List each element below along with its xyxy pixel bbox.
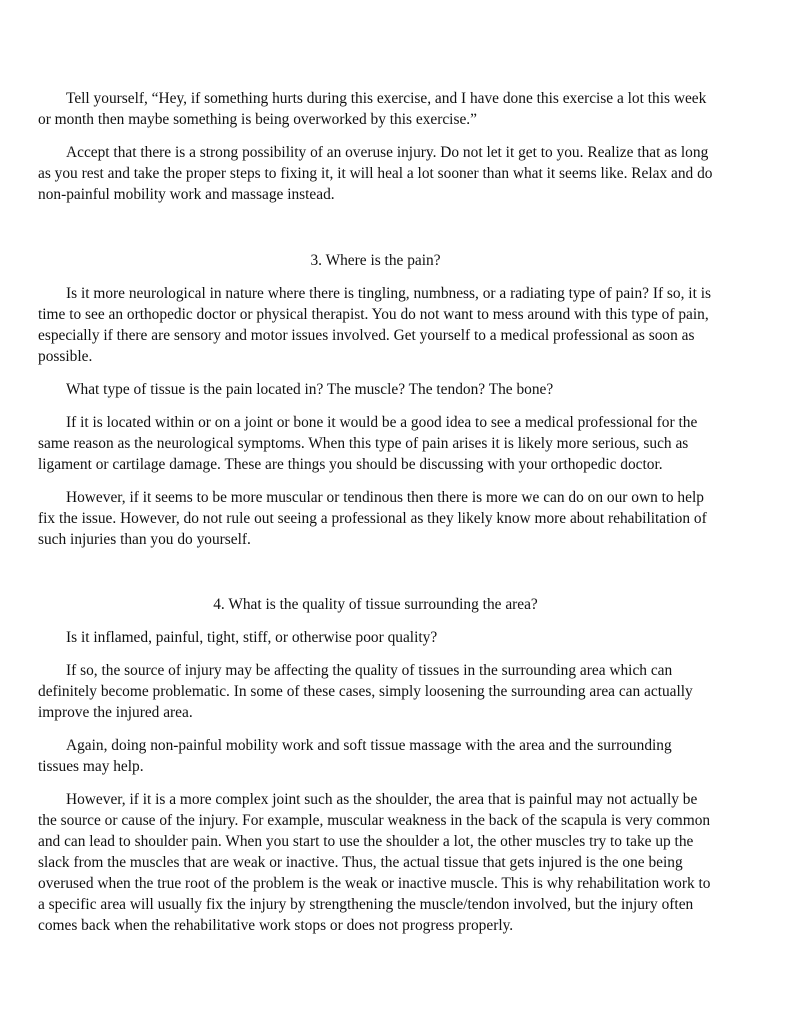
- section-spacer: [38, 562, 713, 594]
- document-page: [38, 88, 713, 948]
- section-4-heading: 4. What is the quality of tissue surrounding the area?: [213, 596, 538, 613]
- section-3-paragraph-4: However, if it seems to be more muscular or tendinous then there is more we can do on our own to help fix the issue. However, do not rule out seeing a professional as they likely know more about rehabilitation of such injuries than you do yourself.: [38, 489, 707, 548]
- section-4-paragraph-2: If so, the source of injury may be affecting the quality of tissues in the surrounding area which can definitely become problematic. In some of these cases, simply loosening the surrounding area can actually improve the injured area.: [38, 662, 693, 721]
- section-4-paragraph-3: Again, doing non-painful mobility work and soft tissue massage with the area and the surrounding tissues may help.: [38, 737, 672, 775]
- intro-paragraph-2: Accept that there is a strong possibility of an overuse injury. Do not let it get to you. Realize that as long as you rest and take the proper steps to fixing it, it will heal a lot sooner than what it seems like. Relax and do non-painful mobility work and massage instead.: [38, 144, 713, 203]
- section-3-heading: 3. Where is the pain?: [310, 252, 441, 269]
- intro-paragraph-1: Tell yourself, “Hey, if something hurts during this exercise, and I have done this exercise a lot this week or month then maybe something is being overworked by this exercise.”: [38, 90, 707, 128]
- section-4-paragraph-4: However, if it is a more complex joint such as the shoulder, the area that is painful may not actually be the source or cause of the injury. For example, muscular weakness in the back of the scapula is very common and can lead to shoulder pain. When you start to use the shoulder a lot, the other muscles try to take up the slack from the muscles that are weak or inactive. Thus, the actual tissue that gets injured is the one being overused when the true root of the problem is the weak or inactive muscle. This is why rehabilitation work to a specific area will usually fix the injury by strengthening the muscle/tendon involved, but the injury often comes back when the rehabilitative work stops or does not progress properly.: [38, 791, 711, 934]
- section-3-paragraph-2: What type of tissue is the pain located in? The muscle? The tendon? The bone?: [66, 381, 554, 398]
- section-3-paragraph-1: Is it more neurological in nature where there is tingling, numbness, or a radiating type of pain? If so, it is time to see an orthopedic doctor or physical therapist. You do not want to mess around with this type of pain, especially if there are sensory and motor issues involved. Get yourself to a medical professional as soon as possible.: [38, 285, 711, 365]
- section-3-paragraph-3: If it is located within or on a joint or bone it would be a good idea to see a medical professional for the same reason as the neurological symptoms. When this type of pain arises it is likely more serious, such as ligament or cartilage damage. These are things you should be discussing with your orthopedic doctor.: [38, 414, 698, 473]
- section-spacer: [38, 217, 713, 250]
- section-4-paragraph-1: Is it inflamed, painful, tight, stiff, or otherwise poor quality?: [66, 629, 438, 646]
